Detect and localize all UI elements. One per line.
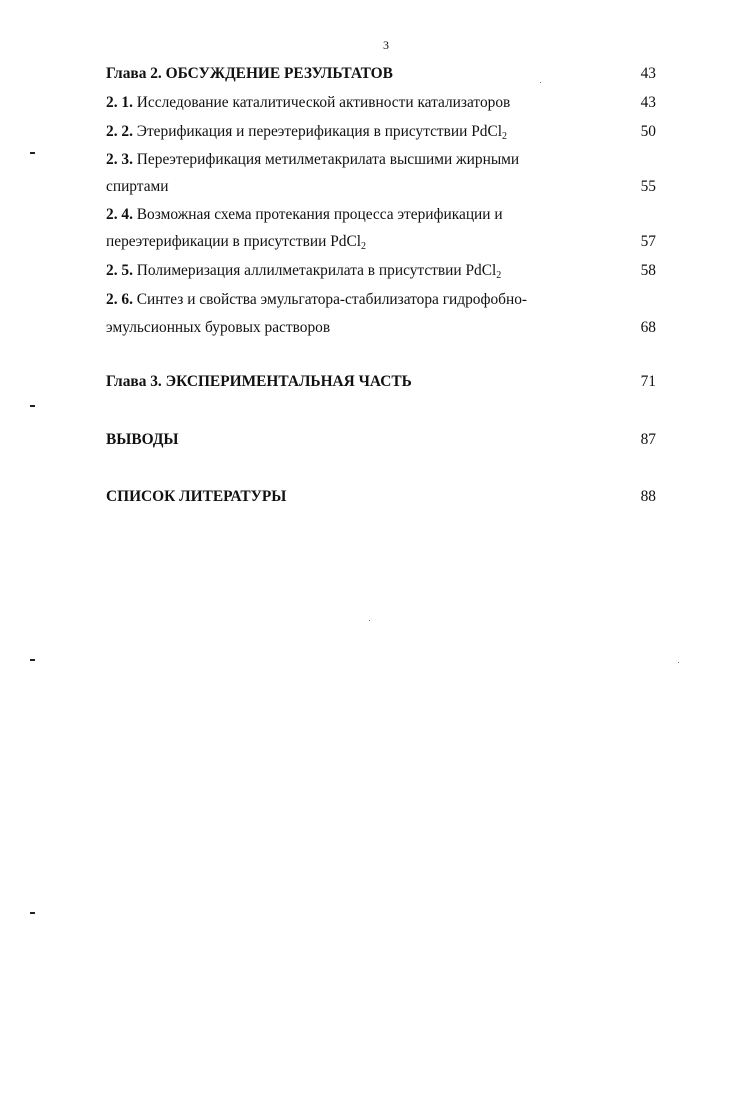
section-title: Возможная схема протекания процесса этерификации и <box>136 206 503 223</box>
toc-section-2-4 <box>106 205 656 225</box>
section-number: 2. 6. <box>106 291 133 308</box>
scan-mark <box>30 659 35 661</box>
section-title: Исследование каталитической активности катализаторов <box>136 94 511 111</box>
section-title: Этерификация и переэтерификация в присутствии PdCl$_2$ <box>136 123 508 142</box>
section-number: 2. 4. <box>106 206 133 223</box>
section-page: 55 <box>640 178 656 195</box>
scan-speck <box>369 620 370 621</box>
section-title-continued: спиртами <box>106 178 169 195</box>
section-page: 58 <box>640 262 656 279</box>
scan-mark <box>30 912 35 914</box>
scan-speck <box>540 82 541 83</box>
section-title: Полимеризация аллилметакрилата в присутствии PdCl$_2$ <box>136 262 502 281</box>
toc-references <box>106 487 656 507</box>
toc-conclusions <box>106 430 656 450</box>
section-number: 2. 3. <box>106 151 133 168</box>
toc-section-2-3-cont <box>106 177 656 197</box>
scan-mark <box>30 152 35 154</box>
section-page: 50 <box>640 123 656 140</box>
section-page: 68 <box>640 319 656 336</box>
toc-chapter-3 <box>106 372 656 392</box>
toc-chapter-2 <box>106 64 656 84</box>
section-page: 57 <box>640 233 656 250</box>
toc-references-page: 88 <box>640 488 656 505</box>
section-number: 2. 2. <box>106 123 133 140</box>
toc-chapter-2-title: Глава 2. ОБСУЖДЕНИЕ РЕЗУЛЬТАТОВ <box>106 65 393 82</box>
toc-section-2-1 <box>106 93 656 113</box>
scan-speck <box>678 662 679 663</box>
section-number: 2. 1. <box>106 94 133 111</box>
toc-chapter-3-title: Глава 3. ЭКСПЕРИМЕНТАЛЬНАЯ ЧАСТЬ <box>106 373 412 390</box>
toc-section-2-4-cont <box>106 232 656 252</box>
toc-chapter-2-page: 43 <box>640 65 656 82</box>
toc-section-2-5 <box>106 261 656 281</box>
toc-conclusions-title: ВЫВОДЫ <box>106 431 179 448</box>
toc-chapter-3-page: 71 <box>640 373 656 390</box>
toc-section-2-6 <box>106 290 656 310</box>
toc-references-title: СПИСОК ЛИТЕРАТУРЫ <box>106 488 287 505</box>
section-title: Синтез и свойства эмульгатора-стабилизатора гидрофобно- <box>136 291 528 308</box>
toc-section-2-2 <box>106 122 656 142</box>
toc-section-2-3 <box>106 150 656 170</box>
toc-conclusions-page: 87 <box>640 431 656 448</box>
section-page: 43 <box>640 94 656 111</box>
scan-mark <box>30 405 35 407</box>
section-number: 2. 5. <box>106 262 133 279</box>
section-title-continued: эмульсионных буровых растворов <box>106 319 331 336</box>
section-title-continued: переэтерификации в присутствии PdCl$_2$ <box>106 233 366 252</box>
page-number: 3 <box>383 38 389 52</box>
section-title: Переэтерификация метилметакрилата высшими жирными <box>136 151 520 168</box>
toc-section-2-6-cont <box>106 318 656 338</box>
